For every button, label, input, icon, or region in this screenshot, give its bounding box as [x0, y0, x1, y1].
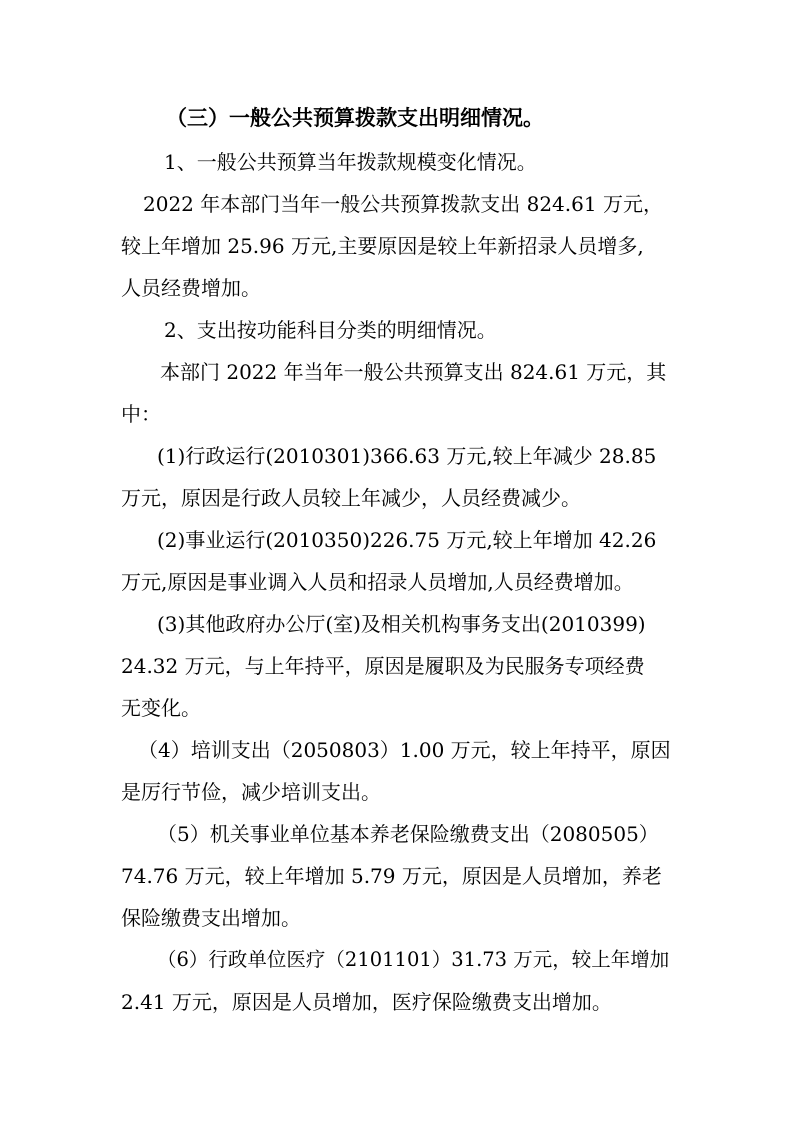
subheading-allocation-scale: 1、一般公共预算当年拨款规模变化情况。 [164, 150, 537, 174]
item-3-line-3: 无变化。 [121, 696, 201, 720]
paragraph-2-line-2: 中： [121, 402, 161, 426]
paragraph-1-line-3: 人员经费增加。 [121, 276, 261, 300]
subheading-functional-classification: 2、支出按功能科目分类的明细情况。 [164, 318, 497, 342]
item-5-line-3: 保险缴费支出增加。 [121, 906, 301, 930]
item-4-line-1: （4）培训支出（2050803）1.00 万元，较上年持平，原因 [138, 738, 671, 762]
item-2-line-1: (2)事业运行(2010350)226.75 万元,较上年增加 42.26 [157, 528, 657, 552]
item-2-line-2: 万元,原因是事业调入人员和招录人员增加,人员经费增加。 [121, 570, 634, 594]
paragraph-2-line-1: 本部门 2022 年当年一般公共预算支出 824.61 万元，其 [160, 360, 667, 384]
paragraph-1-line-1: 2022 年本部门当年一般公共预算拨款支出 824.61 万元， [143, 192, 663, 216]
paragraph-1-line-2: 较上年增加 25.96 万元,主要原因是较上年新招录人员增多, [121, 234, 644, 258]
item-1-line-2: 万元，原因是行政人员较上年减少，人员经费减少。 [121, 486, 581, 510]
item-3-line-1: (3)其他政府办公厅(室)及相关机构事务支出(2010399) [157, 612, 646, 636]
item-5-line-1: （5）机关事业单位基本养老保险缴费支出（2080505） [157, 822, 659, 846]
item-6-line-2: 2.41 万元，原因是人员增加，医疗保险缴费支出增加。 [121, 990, 612, 1014]
section-heading: （三）一般公共预算拨款支出明细情况。 [166, 105, 544, 130]
item-3-line-2: 24.32 万元，与上年持平，原因是履职及为民服务专项经费 [121, 654, 645, 678]
item-6-line-1: （6）行政单位医疗（2101101）31.73 万元，较上年增加 [157, 948, 670, 971]
item-1-line-1: (1)行政运行(2010301)366.63 万元,较上年减少 28.85 [157, 444, 657, 468]
item-4-line-2: 是厉行节俭，减少培训支出。 [121, 780, 381, 804]
item-5-line-2: 74.76 万元，较上年增加 5.79 万元，原因是人员增加，养老 [121, 864, 662, 888]
